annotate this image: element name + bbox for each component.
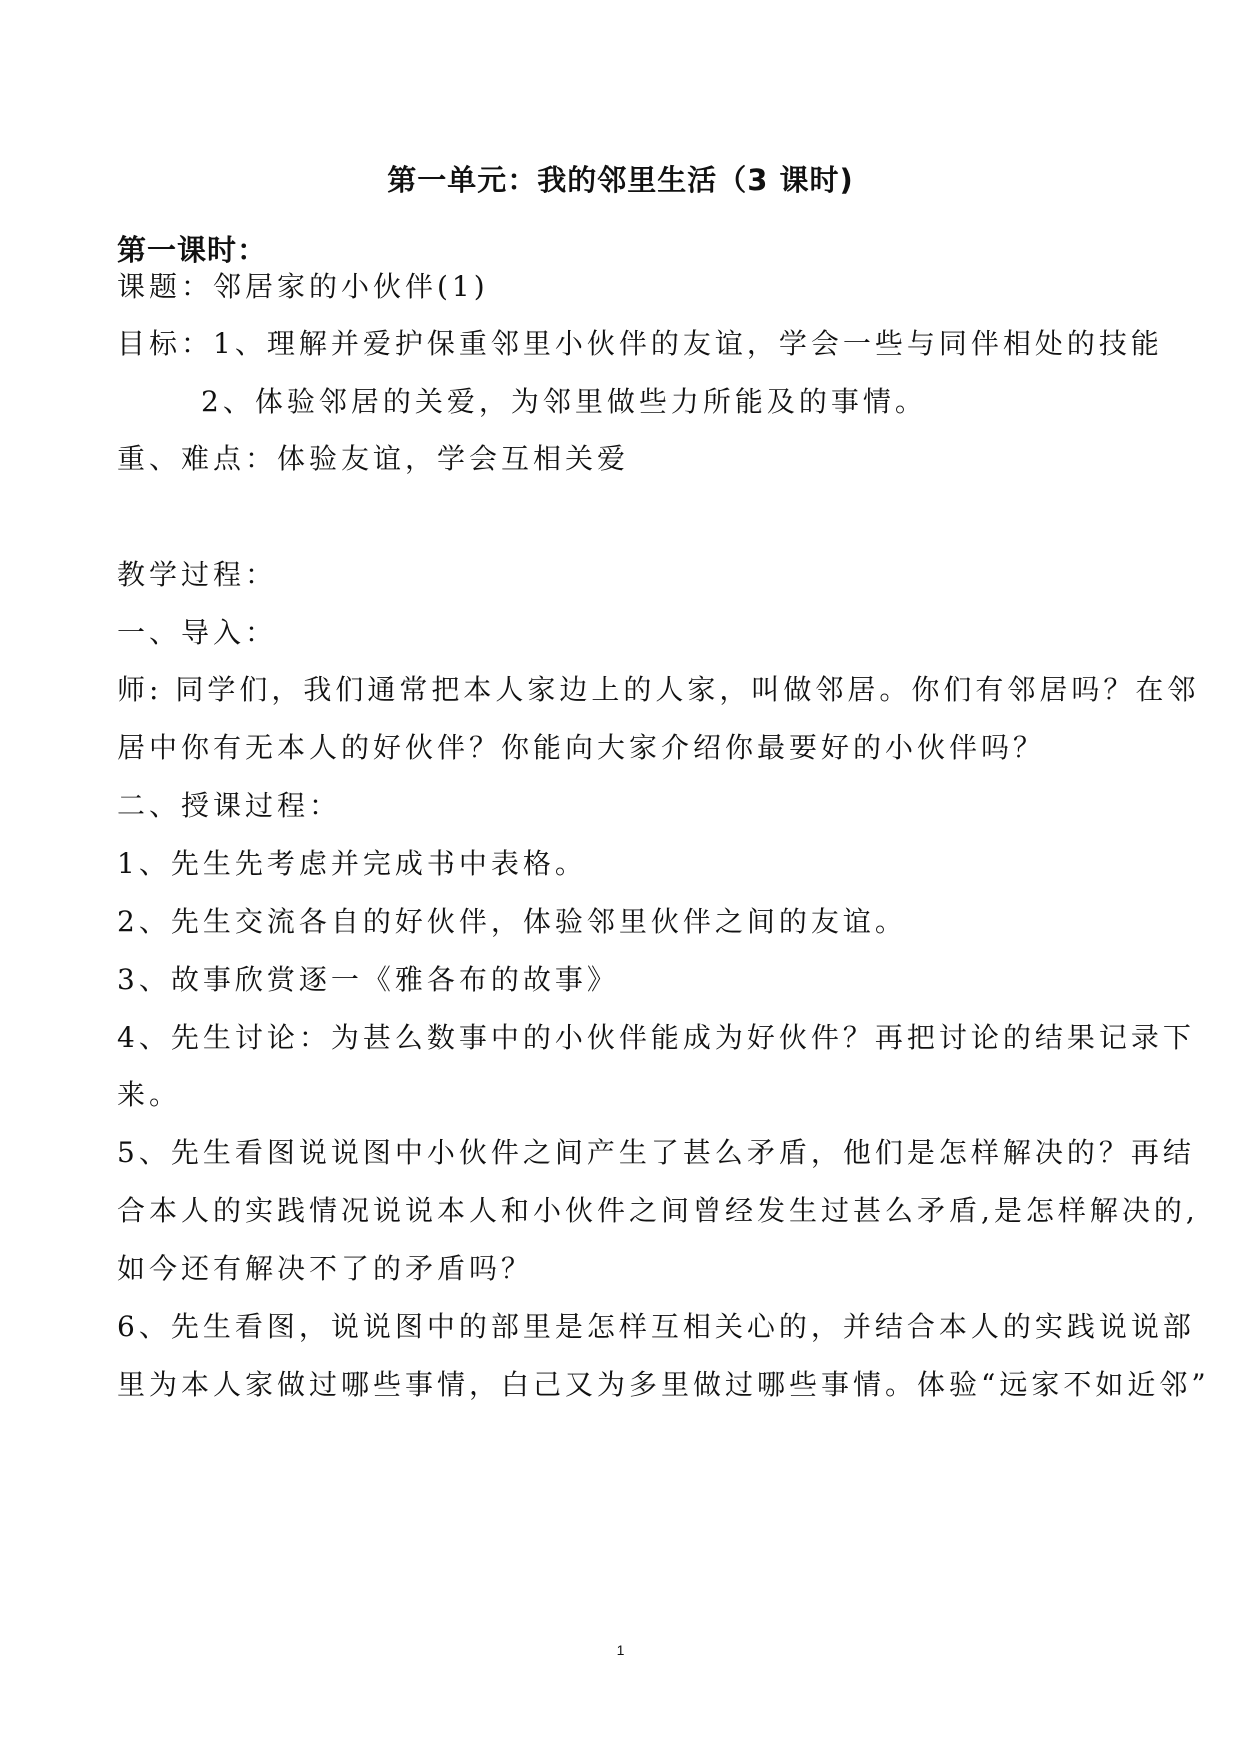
list-item: 5、先生看图说说图中小伙件之间产生了甚么矛盾，他们是怎样解决的？再结 — [117, 1136, 1195, 1169]
list-item: 4、先生讨论：为甚么数事中的小伙伴能成为好伙件？再把讨论的结果记录下 — [117, 1021, 1195, 1054]
list-item-continuation: 来。 — [117, 1078, 182, 1111]
list-item: 3、故事欣赏逐一《雅各布的故事》 — [117, 963, 619, 996]
lesson-heading: 第一课时： — [117, 233, 268, 267]
list-item-continuation: 合本人的实践情况说说本人和小伙件之间曾经发生过甚么矛盾,是怎样解决的, — [117, 1194, 1199, 1227]
introduction-heading: 一、导入： — [117, 616, 278, 649]
paragraph-line: 师: 同学们，我们通常把本人家边上的人家，叫做邻居。你们有邻居吗？在邻 — [117, 673, 1200, 706]
list-item: 2、先生交流各自的好伙伴，体验邻里伙伴之间的友谊。 — [117, 905, 907, 938]
lesson-topic: 课题：邻居家的小伙伴(1) — [117, 270, 489, 303]
teaching-process-heading: 教学过程： — [117, 558, 278, 591]
page-number: 1 — [616, 1642, 625, 1658]
objective-2: 2、体验邻居的关爱，为邻里做些力所能及的事情。 — [201, 385, 927, 418]
paragraph-line: 居中你有无本人的好伙伴？你能向大家介绍你最要好的小伙伴吗？ — [117, 731, 1046, 764]
objective-1: 目标：1、理解并爱护保重邻里小伙伴的友谊，学会一些与同伴相处的技能 — [117, 327, 1163, 360]
list-item-continuation: 里为本人家做过哪些事情，白己又为多里做过哪些事情。体验“远家不如近邻” — [117, 1368, 1210, 1401]
document-title: 第一单元：我的邻里生活（3 课时) — [387, 163, 854, 197]
list-item: 6、先生看图，说说图中的部里是怎样互相关心的，并结合本人的实践说说部 — [117, 1310, 1195, 1343]
key-points: 重、难点：体验友谊，学会互相关爱 — [117, 442, 630, 475]
list-item-continuation: 如今还有解决不了的矛盾吗？ — [117, 1252, 534, 1285]
list-item: 1、先生先考虑并完成书中表格。 — [117, 847, 587, 880]
teaching-process-subheading: 二、授课过程： — [117, 789, 342, 822]
